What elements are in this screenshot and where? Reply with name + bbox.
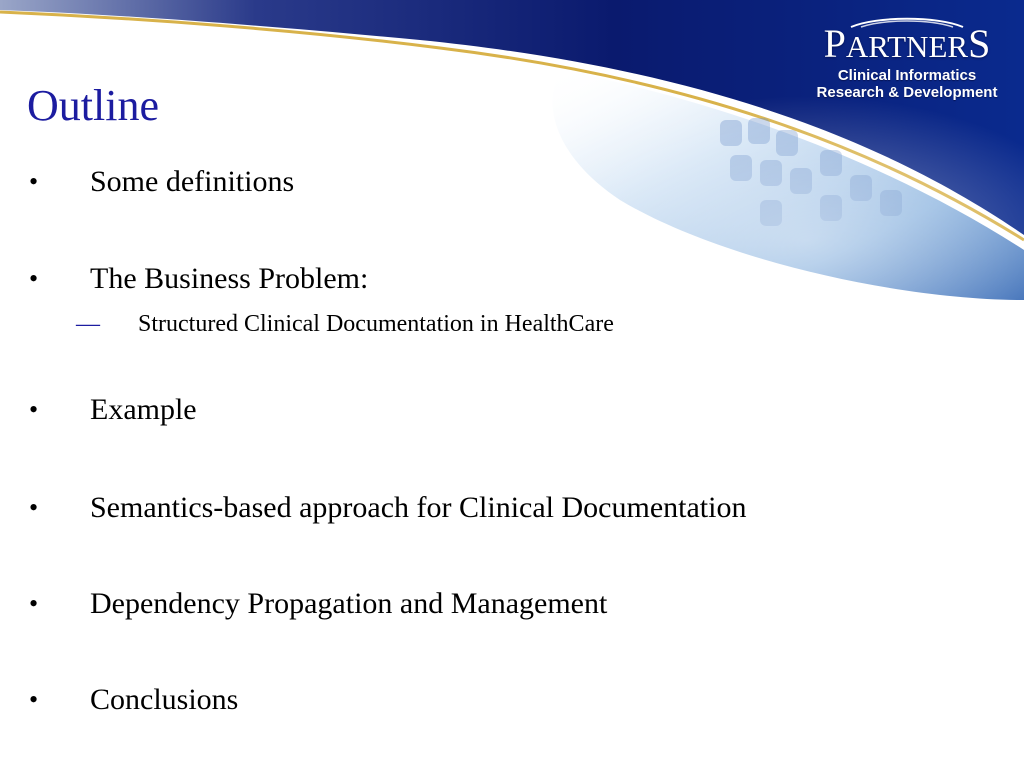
logo-line-2: Research & Development bbox=[816, 84, 998, 101]
bullet-marker: • bbox=[29, 493, 39, 522]
bullet-text: Semantics-based approach for Clinical Documentation bbox=[90, 491, 747, 524]
logo-name: PARTNERS bbox=[823, 21, 991, 66]
bullet-text: The Business Problem: bbox=[90, 262, 369, 295]
bullet-marker: • bbox=[29, 395, 39, 424]
bullet-text: Some definitions bbox=[90, 165, 295, 198]
bullet-text: Dependency Propagation and Management bbox=[90, 587, 608, 620]
bullet-text: Conclusions bbox=[90, 683, 239, 716]
bullet-marker: • bbox=[29, 685, 39, 714]
logo-line-1: Clinical Informatics bbox=[837, 67, 977, 84]
partners-logo bbox=[812, 14, 1002, 101]
bullet-marker: • bbox=[29, 167, 39, 196]
bullet-marker: • bbox=[29, 589, 39, 618]
sub-bullet-text: Structured Clinical Documentation in HealthCare bbox=[138, 311, 614, 337]
bullet-marker: • bbox=[29, 264, 39, 293]
sub-bullet-marker: — bbox=[76, 311, 100, 337]
bullet-text: Example bbox=[90, 393, 197, 426]
slide-title: Outline bbox=[27, 81, 159, 130]
